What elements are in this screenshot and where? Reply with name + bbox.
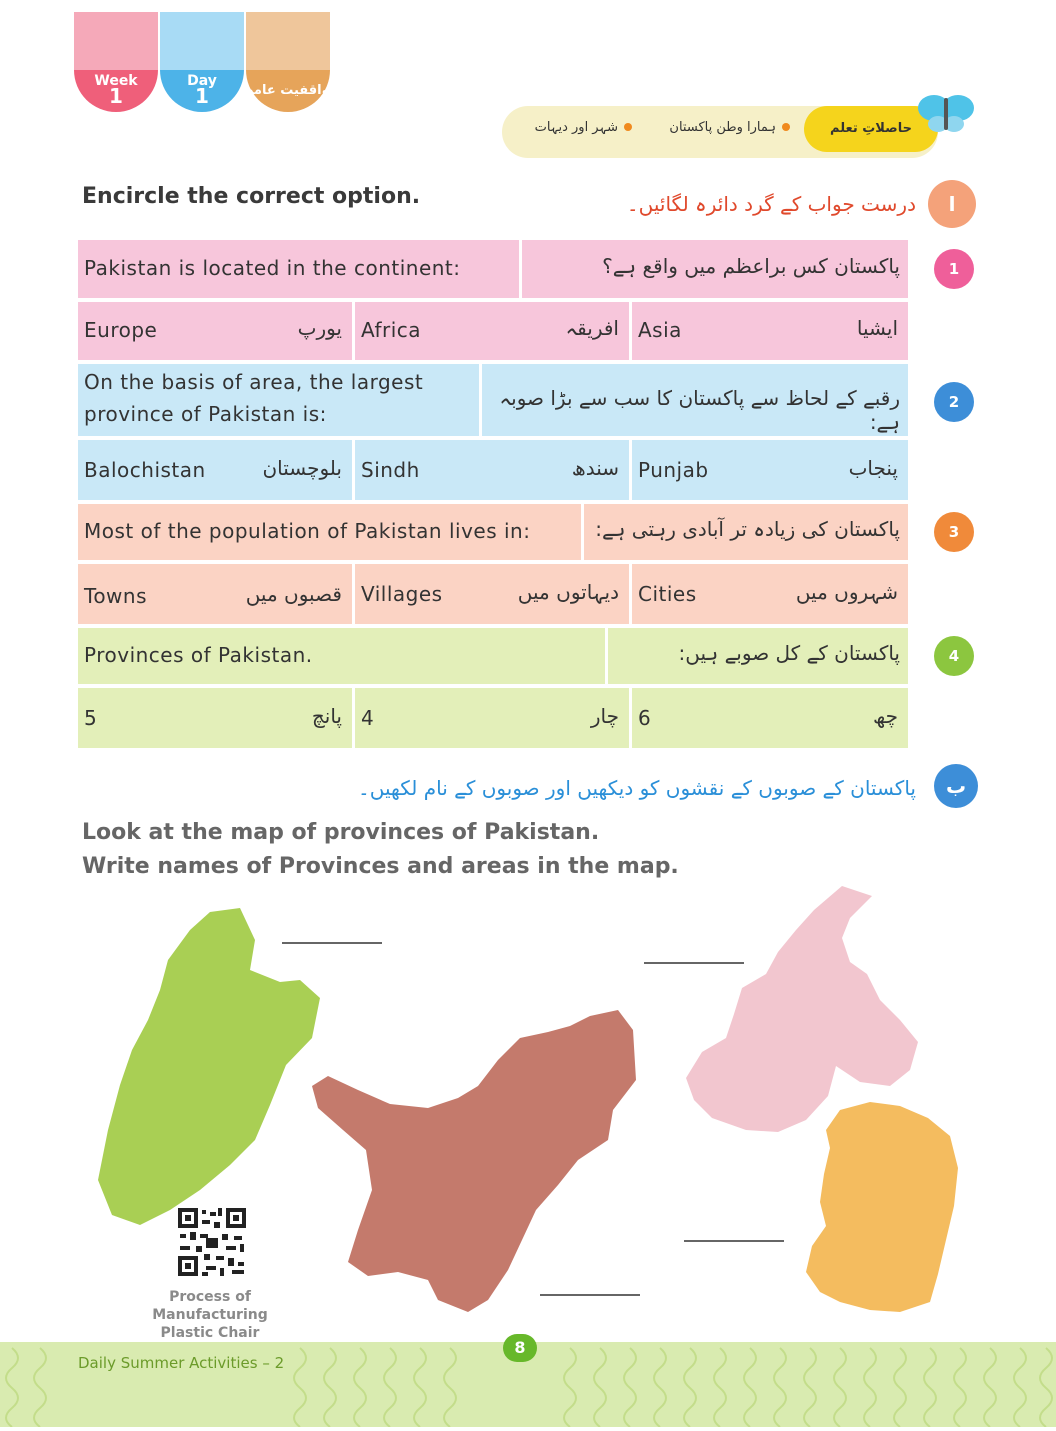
punjab-map [90, 900, 330, 1230]
option-cell[interactable] [355, 564, 632, 624]
answer-blank[interactable] [684, 1240, 784, 1242]
flower-number-icon: 1 [934, 249, 974, 289]
question-2-row [78, 364, 908, 436]
question-text-en-line1: On the basis of area, the largest [84, 370, 424, 394]
option-cell[interactable] [78, 302, 355, 360]
instruction-english: Encircle the correct option. [82, 184, 421, 209]
option-en: 4 [361, 706, 375, 730]
qr-caption-line2: Plastic Chair [160, 1325, 260, 1341]
option-en: Cities [638, 582, 697, 606]
option-ur: بلوچستان [262, 456, 342, 480]
option-en: Balochistan [84, 458, 206, 482]
footer-title: Daily Summer Activities – 2 [78, 1354, 285, 1372]
option-en: Sindh [361, 458, 420, 482]
section-a-number: ا [928, 180, 976, 228]
option-en: Punjab [638, 458, 709, 482]
option-cell[interactable] [355, 688, 632, 748]
option-en: 6 [638, 706, 652, 730]
week-tab: Week 1 [74, 12, 158, 112]
outcome-item: شہر اور دیہات [535, 120, 632, 135]
option-cell[interactable] [632, 302, 908, 360]
question-1-row [78, 240, 908, 298]
question-text-en: Pakistan is located in the continent: [84, 256, 461, 280]
butterfly-icon [916, 88, 976, 138]
option-en: Asia [638, 318, 682, 342]
section-b-instruction-urdu: پاکستان کے صوبوں کے نقشوں کو دیکھیں اور صوبوں کے نام لکھیں۔ [358, 776, 916, 800]
page-number: 8 [503, 1334, 537, 1362]
question-text-en-line2: province of Pakistan is: [84, 402, 327, 426]
flower-number-icon: 2 [934, 382, 974, 422]
option-ur: پانچ [311, 704, 342, 728]
answer-blank[interactable] [282, 942, 382, 944]
answer-blank[interactable] [644, 962, 744, 964]
option-cell[interactable] [632, 564, 908, 624]
qr-code-icon[interactable] [176, 1206, 248, 1278]
subject-tab: واقفیت عامہ [246, 12, 330, 112]
question-1-options [78, 302, 908, 360]
flower-number-icon: 3 [934, 512, 974, 552]
answer-blank[interactable] [540, 1294, 640, 1296]
question-4-options [78, 688, 908, 748]
balochistan-map [308, 1000, 643, 1315]
option-en: Towns [84, 584, 148, 608]
question-3-row [78, 504, 908, 560]
learning-outcomes-bar [502, 106, 938, 158]
option-en: Africa [361, 318, 422, 342]
question-text-ur: پاکستان کے کل صوبے ہیں: [678, 641, 900, 665]
question-text-ur: رقبے کے لحاظ سے پاکستان کا سب سے بڑا صوبہ ہے: [499, 386, 900, 434]
option-ur: چار [590, 704, 619, 728]
question-text-en: Most of the population of Pakistan lives in: [84, 519, 531, 543]
option-ur: ایشیا [856, 316, 898, 340]
option-cell[interactable] [632, 688, 908, 748]
question-text-ur: پاکستان کی زیادہ تر آبادی رہتی ہے: [595, 517, 900, 541]
option-ur: پنجاب [848, 456, 898, 480]
map-instruction-line1: Look at the map of provinces of Pakistan. [82, 820, 600, 845]
option-ur: یورپ [297, 316, 342, 340]
option-en: Villages [361, 582, 443, 606]
question-3-options [78, 564, 908, 624]
map-instruction-line2: Write names of Provinces and areas in the map. [82, 854, 679, 879]
instruction-urdu: درست جواب کے گرد دائرہ لگائیں۔ [626, 192, 916, 216]
option-cell[interactable] [632, 440, 908, 500]
sindh-map [800, 1096, 965, 1318]
learning-outcomes-label: حاصلاتِ تعلم [804, 106, 938, 152]
option-ur: افریقہ [565, 316, 619, 340]
option-cell[interactable] [78, 688, 355, 748]
question-2-options [78, 440, 908, 500]
question-4-row [78, 628, 908, 684]
option-ur: سندھ [571, 456, 619, 480]
qr-caption [110, 1288, 310, 1342]
option-en: Europe [84, 318, 158, 342]
option-ur: دیہاتوں میں [517, 580, 619, 604]
option-cell[interactable] [78, 440, 355, 500]
option-ur: چھ [873, 704, 898, 728]
option-ur: قصبوں میں [245, 582, 342, 606]
outcome-item: ہمارا وطن پاکستان [669, 120, 790, 135]
qr-caption-line1: Process of Manufacturing [152, 1289, 268, 1323]
option-cell[interactable] [355, 302, 632, 360]
question-text-en: Provinces of Pakistan. [84, 643, 313, 667]
option-cell[interactable] [78, 564, 355, 624]
section-b-number: ب [934, 764, 978, 808]
option-cell[interactable] [355, 440, 632, 500]
day-tab: Day 1 [160, 12, 244, 112]
question-text-ur: پاکستان کس براعظم میں واقع ہے؟ [602, 254, 900, 278]
option-ur: شہروں میں [795, 580, 898, 604]
flower-number-icon: 4 [934, 636, 974, 676]
option-en: 5 [84, 706, 98, 730]
